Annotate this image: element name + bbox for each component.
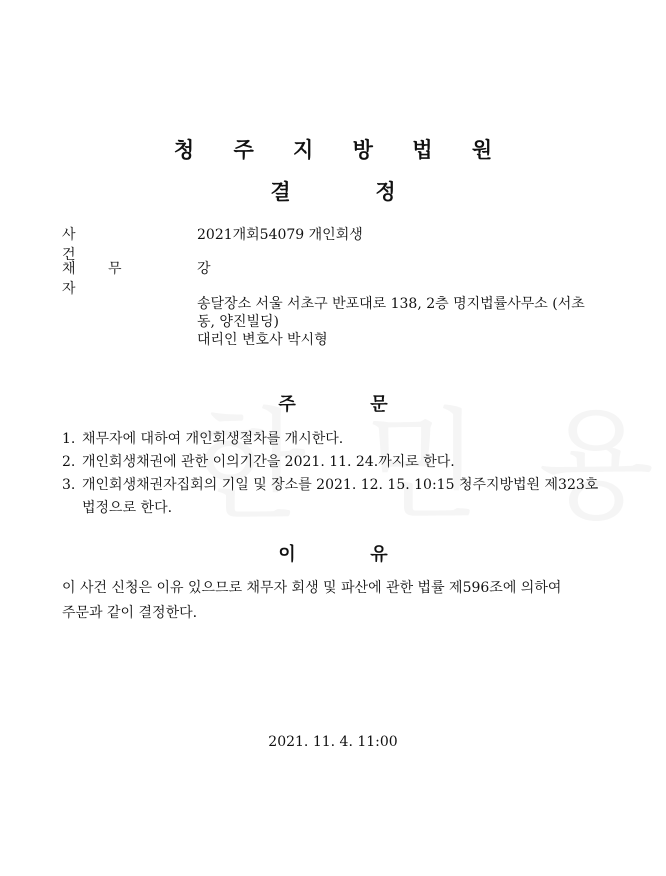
order-item (62, 428, 622, 451)
reason-title-right: 유 (370, 544, 388, 565)
reason-section-title (0, 540, 666, 566)
order-item-continuation: 법정으로 한다. (82, 500, 173, 516)
order-item-number: 3. (62, 477, 76, 493)
order-item-text: 개인회생채권에 관한 이의기간을 2021. 11. 24.까지로 한다. (82, 454, 455, 470)
order-item-text: 개인회생채권자집회의 기일 및 장소를 2021. 12. 15. 10:15 청주지방법원 제323호 (82, 477, 599, 493)
doc-type-right: 정 (375, 180, 396, 204)
order-item (62, 451, 622, 474)
document-type-title (0, 176, 666, 206)
reason-line2: 주문과 같이 결정한다. (62, 605, 198, 621)
reason-line1: 이 사건 신청은 이유 있으므로 채무자 회생 및 파산에 관한 법률 제596조에 의하여 (62, 580, 562, 596)
service-address-line2: 동, 양진빌딩) (197, 314, 279, 330)
order-item-text: 채무자에 대하여 개인회생절차를 개시한다. (82, 431, 344, 447)
case-label: 사 건 (62, 227, 122, 263)
doc-type-left: 결 (270, 180, 291, 204)
order-item-number: 1. (62, 431, 76, 447)
reason-text (62, 576, 610, 626)
order-list (62, 428, 622, 520)
reason-title-left: 이 (278, 544, 296, 565)
debtor-label: 채 무 자 (62, 261, 136, 297)
order-section-title (0, 390, 666, 416)
order-title-right: 문 (370, 394, 388, 415)
order-item (62, 474, 622, 497)
service-address-line1: 송달장소 서울 서초구 반포대로 138, 2층 명지법률사무소 (서초 (197, 296, 585, 312)
debtor-name: 강 (197, 261, 211, 277)
order-title-left: 주 (278, 394, 296, 415)
legal-agent: 대리인 변호사 박시형 (197, 332, 328, 348)
case-number: 2021개회54079 개인회생 (197, 227, 363, 243)
order-item-number: 2. (62, 454, 76, 470)
court-name: 청 주 지 방 법 원 (173, 138, 509, 162)
decision-date: 2021. 11. 4. 11:00 (268, 734, 398, 750)
